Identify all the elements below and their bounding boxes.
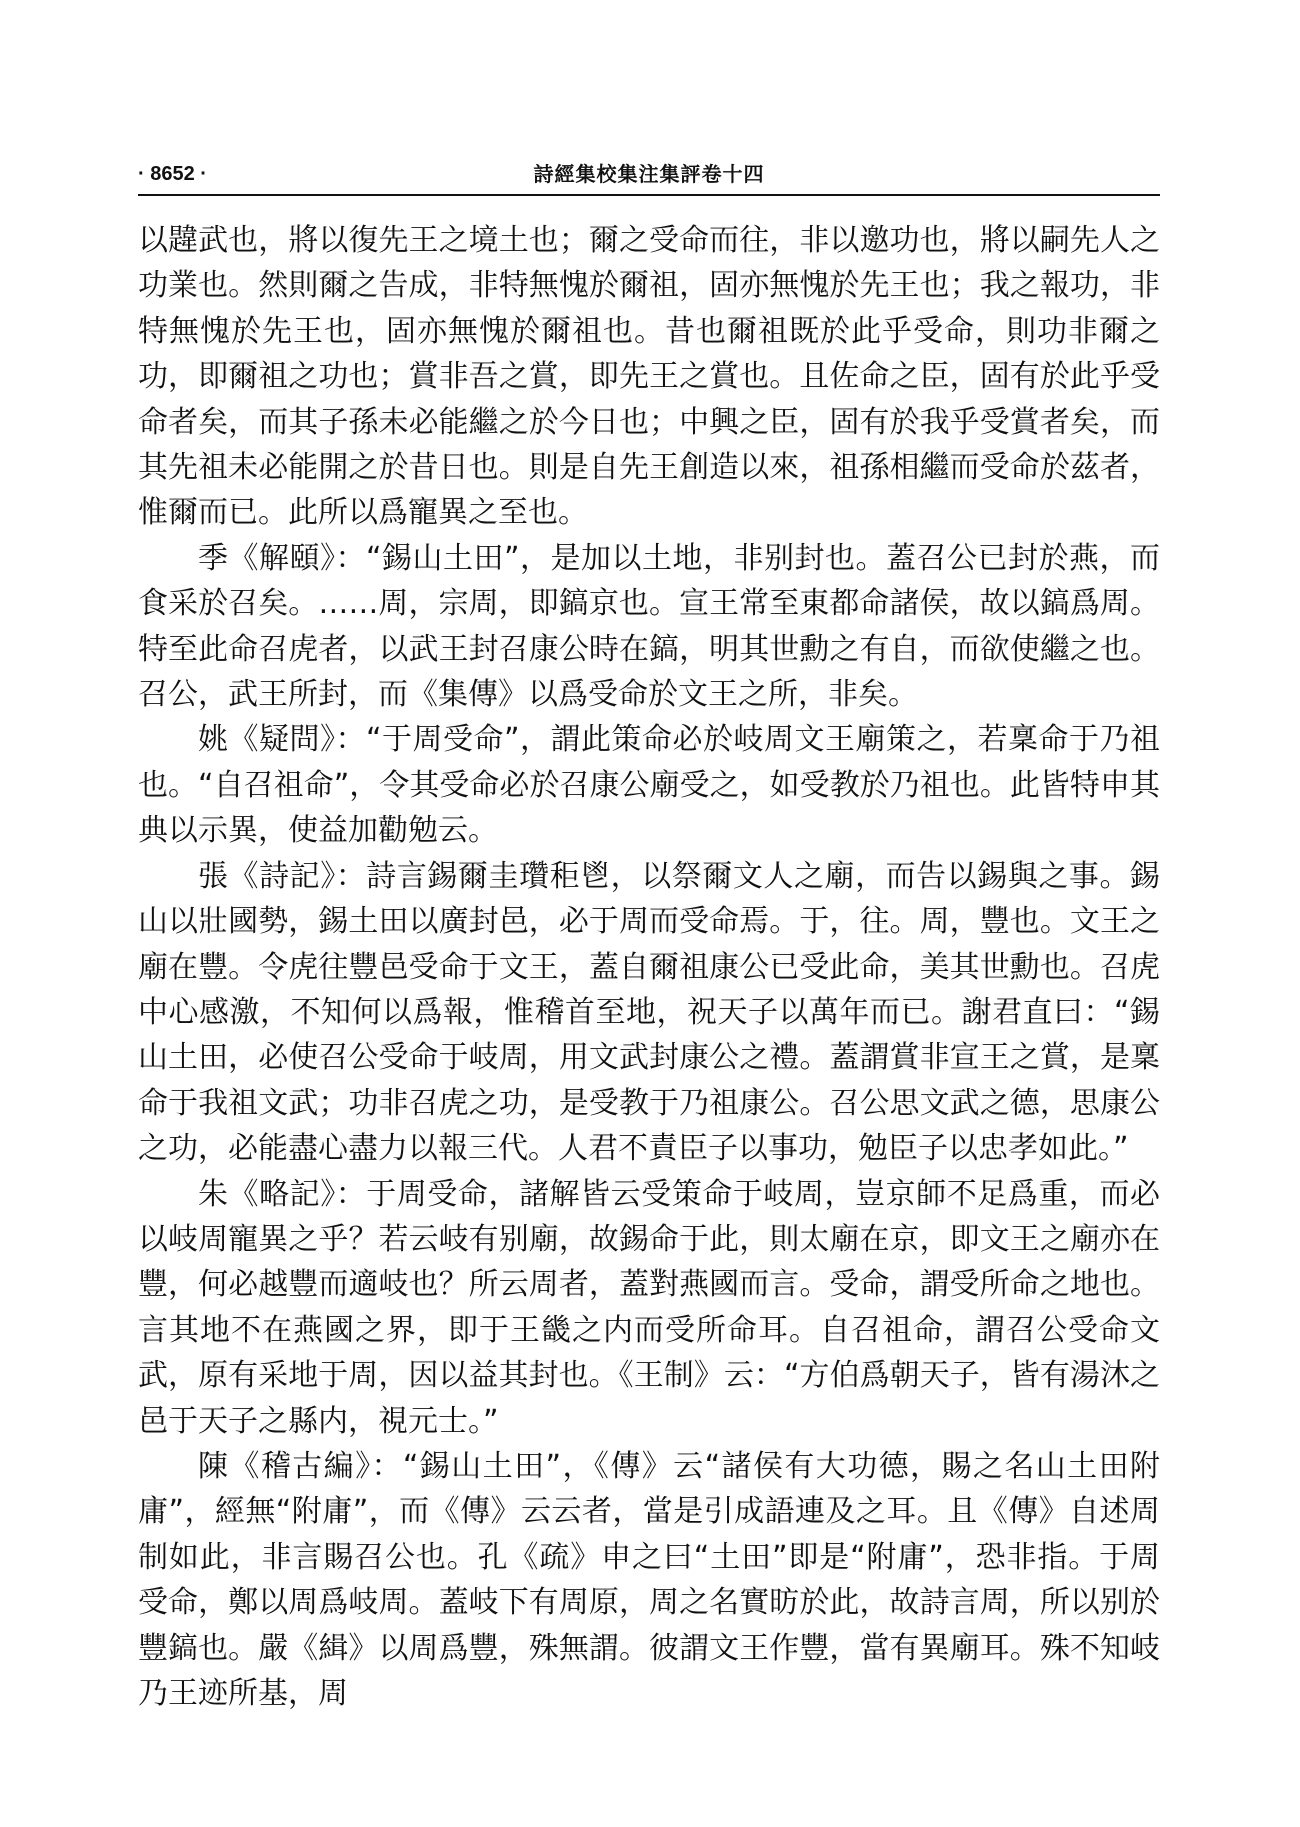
- page-header: [138, 160, 1160, 196]
- paragraph-ji-jieyi: 季《解頤》：“錫山土田”，是加以土地，非别封也。蓋召公已封於燕，而食采於召矣。……周，宗周，即鎬京也。宣王常至東都命諸侯，故以鎬爲周。特至此命召虎者，以武王封召康公時在鎬，明其世勳之有自，而欲使繼之也。召公，武王所封，而《集傳》以爲受命於文王之所，非矣。: [138, 540, 1160, 713]
- paragraph-zhu-lueji: 朱《略記》：于周受命，諸解皆云受策命于岐周，豈京師不足爲重，而必以岐周寵異之乎？若云岐有别廟，故錫命于此，則太廟在京，即文王之廟亦在豐，何必越豐而適岐也？所云周者，蓋對燕國而言。受命，謂受所命之地也。言其地不在燕國之界，即于王畿之内而受所命耳。自召祖命，謂召公受命文武，原有采地于周，因以益其封也。《王制》云：“方伯爲朝天子，皆有湯沐之邑于天子之縣内，視元士。”: [138, 1176, 1160, 1439]
- header-rule: [138, 194, 1160, 196]
- paragraph-chen-jigubian: 陳《稽古編》：“錫山土田”，《傳》云“諸侯有大功德，賜之名山土田附庸”，經無“附庸”，而《傳》云云者，當是引成語連及之耳。且《傳》自述周制如此，非言賜召公也。孔《疏》申之曰“土田”即是“附庸”，恐非指。于周受命，鄭以周爲岐周。蓋岐下有周原，周之名實昉於此，故詩言周，所以别於豐鎬也。嚴《緝》以周爲豐，殊無謂。彼謂文王作豐，當有異廟耳。殊不知岐乃王迹所基，周: [138, 1448, 1160, 1711]
- paragraph-zhang-shiji: 張《詩記》：詩言錫爾圭瓚秬鬯，以祭爾文人之廟，而告以錫與之事。錫山以壯國勢，錫土田以廣封邑，必于周而受命焉。于，往。周，豐也。文王之廟在豐。令虎往豐邑受命于文王，蓋自爾祖康公已受此命，美其世勳也。召虎中心感激，不知何以爲報，惟稽首至地，祝天子以萬年而已。謝君直曰：“錫山土田，必使召公受命于岐周，用文武封康公之禮。蓋謂賞非宣王之賞，是稟命于我祖文武；功非召虎之功，是受教于乃祖康公。召公思文武之德，思康公之功，必能盡心盡力以報三代。人君不責臣子以事功，勉臣子以忠孝如此。”: [138, 858, 1160, 1167]
- body-text: [138, 218, 1160, 1716]
- page-number: · 8652 ·: [138, 163, 207, 185]
- paragraph-yao-yiwen: 姚《疑問》：“于周受命”，謂此策命必於岐周文王廟策之，若稟命于乃祖也。“自召祖命”，令其受命必於召康公廟受之，如受教於乃祖也。此皆特申其典以示異，使益加勸勉云。: [138, 722, 1160, 849]
- paragraph-continued: 以韙武也，將以復先王之境土也；爾之受命而往，非以邀功也，將以嗣先人之功業也。然則爾之告成，非特無愧於爾祖，固亦無愧於先王也；我之報功，非特無愧於先王也，固亦無愧於爾祖也。昔也爾祖既於此乎受命，則功非爾之功，即爾祖之功也；賞非吾之賞，即先王之賞也。且佐命之臣，固有於此乎受命者矣，而其子孫未必能繼之於今日也；中興之臣，固有於我乎受賞者矣，而其先祖未必能開之於昔日也。則是自先王創造以來，祖孫相繼而受命於茲者，惟爾而已。此所以爲寵異之至也。: [138, 223, 1160, 531]
- running-title: 詩經集校集注集評卷十四: [533, 162, 765, 186]
